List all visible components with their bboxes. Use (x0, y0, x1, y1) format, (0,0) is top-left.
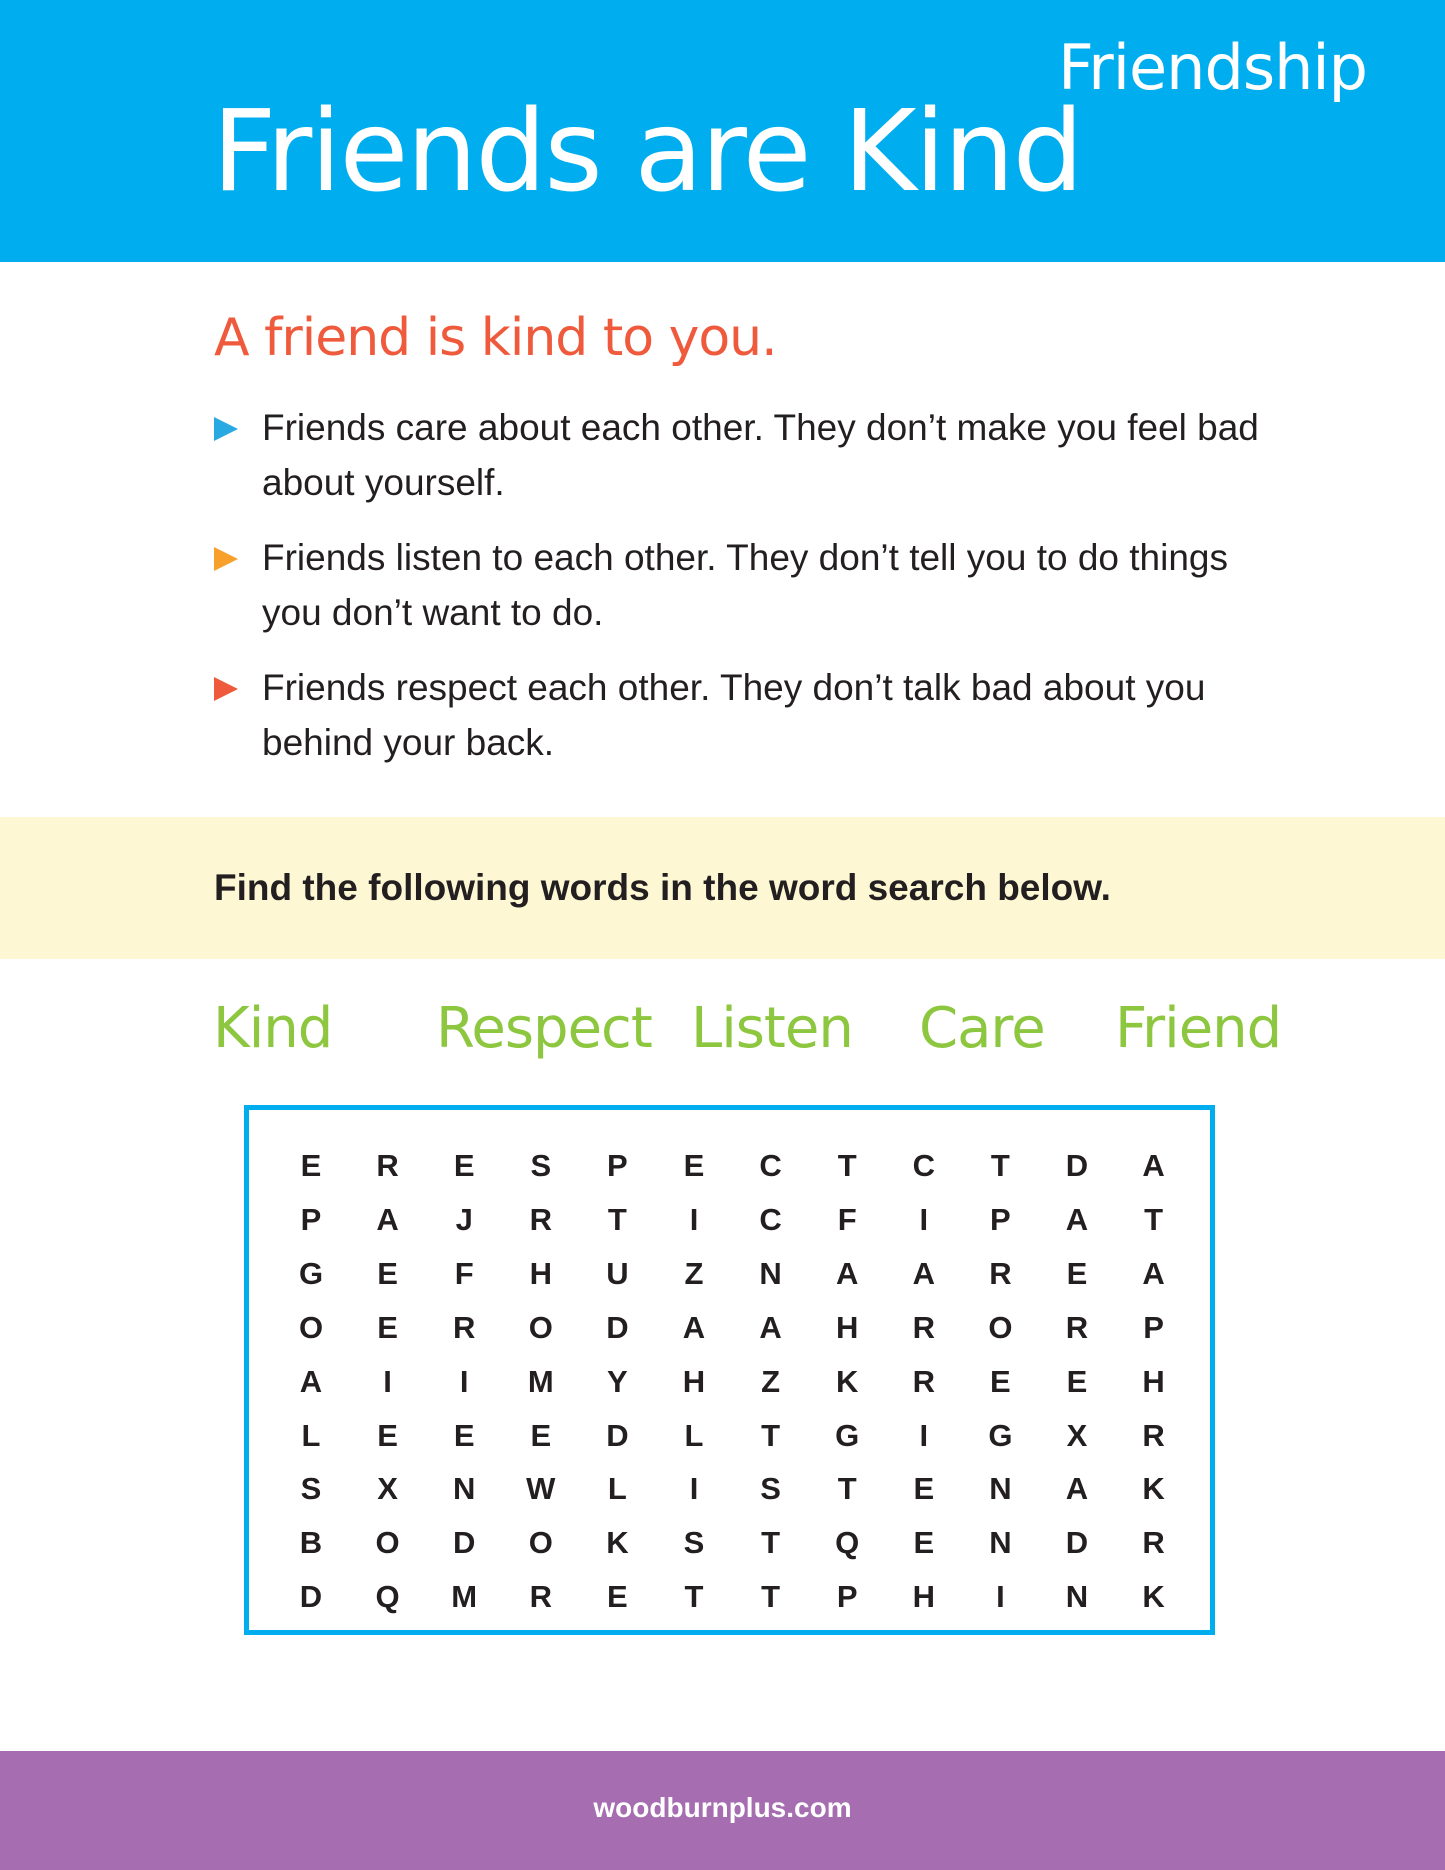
grid-letter: T (990, 1148, 1010, 1183)
word-list-item: Respect (436, 996, 652, 1061)
grid-letter: S (760, 1471, 781, 1507)
grid-letter: W (526, 1471, 556, 1507)
word-list-item: Friend (1115, 996, 1282, 1061)
grid-letter: D (299, 1579, 323, 1615)
grid-letter: A (835, 1255, 859, 1291)
grid-letter: A (1065, 1471, 1089, 1507)
grid-letter: K (1142, 1579, 1165, 1615)
grid-letter: Z (761, 1363, 781, 1399)
grid-letter: A (682, 1309, 706, 1345)
grid-letter: E (377, 1309, 398, 1345)
grid-letter: T (837, 1471, 857, 1507)
grid-letter: I (919, 1201, 929, 1237)
grid-letter: S (300, 1471, 322, 1507)
grid-letter: G (988, 1417, 1013, 1453)
grid-letter: Q (375, 1579, 400, 1615)
grid-letter: R (529, 1201, 552, 1237)
instruction-band (0, 817, 1445, 959)
grid-letter: S (530, 1148, 552, 1183)
grid-letter: E (1066, 1363, 1088, 1399)
grid-letter: O (375, 1525, 400, 1561)
grid-letter: R (376, 1148, 399, 1183)
word-list-item: Listen (691, 996, 853, 1061)
word-search-grid (244, 1105, 1215, 1635)
grid-letter: N (989, 1471, 1012, 1507)
grid-letter: P (1143, 1309, 1164, 1345)
grid-letter: Q (835, 1525, 860, 1561)
word-list-item: Care (919, 996, 1045, 1061)
grid-letter: L (684, 1417, 704, 1453)
bullet-list (214, 400, 1264, 790)
grid-letter: T (761, 1579, 781, 1615)
grid-letter: J (455, 1201, 473, 1237)
grid-letter: B (299, 1525, 323, 1561)
word-list-item: Kind (213, 996, 333, 1061)
grid-letter: A (1142, 1148, 1165, 1183)
grid-letter: E (913, 1525, 935, 1561)
grid-letter: X (1066, 1417, 1088, 1453)
grid-letter: G (835, 1417, 860, 1453)
grid-letter: D (606, 1309, 629, 1345)
bullet-item (214, 530, 1264, 640)
grid-letter: R (452, 1309, 476, 1345)
grid-letter: H (682, 1363, 706, 1399)
grid-letter: A (1065, 1201, 1089, 1237)
grid-letter: R (912, 1363, 935, 1399)
grid-letter: P (836, 1579, 858, 1615)
grid-letter: T (837, 1148, 857, 1183)
grid-letter: L (301, 1417, 321, 1453)
grid-letter: A (912, 1255, 935, 1291)
grid-letter: N (452, 1471, 476, 1507)
grid-letter: I (689, 1471, 699, 1507)
grid-letter: T (761, 1417, 781, 1453)
grid-letter: H (529, 1255, 552, 1291)
grid-letter: T (607, 1201, 627, 1237)
grid-letter: I (996, 1579, 1005, 1615)
grid-letter: I (383, 1363, 392, 1399)
header-band (0, 0, 1445, 262)
grid-letter: P (607, 1148, 628, 1183)
grid-letter: N (1065, 1579, 1089, 1615)
grid-letter: T (684, 1579, 704, 1615)
grid-letter: I (459, 1363, 469, 1399)
grid-letter: P (300, 1201, 322, 1237)
grid-letter: A (376, 1201, 399, 1237)
bullet-text: Friends listen to each other. They don’t tell you to do things you don’t want to do. (262, 537, 1229, 633)
bullet-text: Friends respect each other. They don’t talk bad about you behind your back. (262, 667, 1206, 763)
grid-letter: E (530, 1417, 552, 1453)
grid-letter: O (528, 1309, 553, 1345)
grid-letter: C (759, 1201, 782, 1237)
subheading: A friend is kind to you. (214, 308, 777, 368)
grid-letter: E (607, 1579, 628, 1615)
grid-letter: L (607, 1471, 627, 1507)
grid-letter: M (451, 1579, 478, 1615)
grid-letter: E (300, 1148, 322, 1183)
grid-letter: D (452, 1525, 476, 1561)
page-title: Friends are Kind (212, 87, 1082, 217)
grid-letter: K (606, 1525, 629, 1561)
grid-letter: R (1142, 1417, 1165, 1453)
topic-label: Friendship (1058, 31, 1367, 104)
triangle-bullet-icon (214, 417, 238, 441)
grid-letter: D (1065, 1525, 1089, 1561)
grid-letter: Y (607, 1363, 628, 1399)
triangle-bullet-icon (214, 547, 238, 571)
grid-letter: N (989, 1525, 1012, 1561)
grid-letter: A (1142, 1255, 1165, 1291)
grid-letter: H (835, 1309, 859, 1345)
grid-letter: R (912, 1309, 935, 1345)
grid-letter: M (527, 1363, 554, 1399)
grid-letter: A (759, 1309, 782, 1345)
grid-letter: E (1066, 1255, 1088, 1291)
grid-letter: R (1142, 1525, 1165, 1561)
grid-letter: U (606, 1255, 629, 1291)
instruction-text: Find the following words in the word search below. (214, 867, 1111, 908)
grid-letter: A (299, 1363, 323, 1399)
grid-letter: N (759, 1255, 782, 1291)
grid-letter: O (298, 1309, 324, 1345)
grid-letter: I (689, 1201, 699, 1237)
triangle-bullet-icon (214, 677, 238, 701)
grid-letter: C (912, 1148, 935, 1183)
grid-letter: E (683, 1148, 705, 1183)
grid-letter: H (1142, 1363, 1165, 1399)
grid-letter: E (377, 1255, 398, 1291)
grid-letter: G (298, 1255, 324, 1291)
grid-letter: P (990, 1201, 1011, 1237)
footer-band (0, 1751, 1445, 1870)
bullet-text: Friends care about each other. They don’t make you feel bad about yourself. (262, 407, 1259, 503)
grid-letter: F (837, 1201, 857, 1237)
grid-letter: F (454, 1255, 474, 1291)
grid-letter: T (761, 1525, 781, 1561)
grid-letter: X (377, 1471, 398, 1507)
grid-letter: E (377, 1417, 398, 1453)
grid-letter: R (989, 1255, 1012, 1291)
bullet-item (214, 400, 1264, 510)
grid-letter: H (912, 1579, 935, 1615)
grid-letter: E (453, 1148, 475, 1183)
grid-letter: R (1065, 1309, 1089, 1345)
grid-letter: E (990, 1363, 1011, 1399)
grid-letter: D (1065, 1148, 1089, 1183)
grid-letter: D (606, 1417, 629, 1453)
grid-letter: S (683, 1525, 705, 1561)
grid-letter: O (988, 1309, 1013, 1345)
grid-letter: R (529, 1579, 552, 1615)
footer-url: woodburnplus.com (593, 1792, 852, 1823)
grid-letter: Z (684, 1255, 704, 1291)
grid-letter: K (1142, 1471, 1165, 1507)
grid-letter: E (913, 1471, 935, 1507)
grid-letter: E (453, 1417, 475, 1453)
grid-letter: I (919, 1417, 929, 1453)
bullet-item (214, 660, 1264, 770)
grid-letter: O (528, 1525, 553, 1561)
grid-letter: T (1144, 1201, 1164, 1237)
grid-letter: C (759, 1148, 782, 1183)
grid-letter: K (835, 1363, 859, 1399)
